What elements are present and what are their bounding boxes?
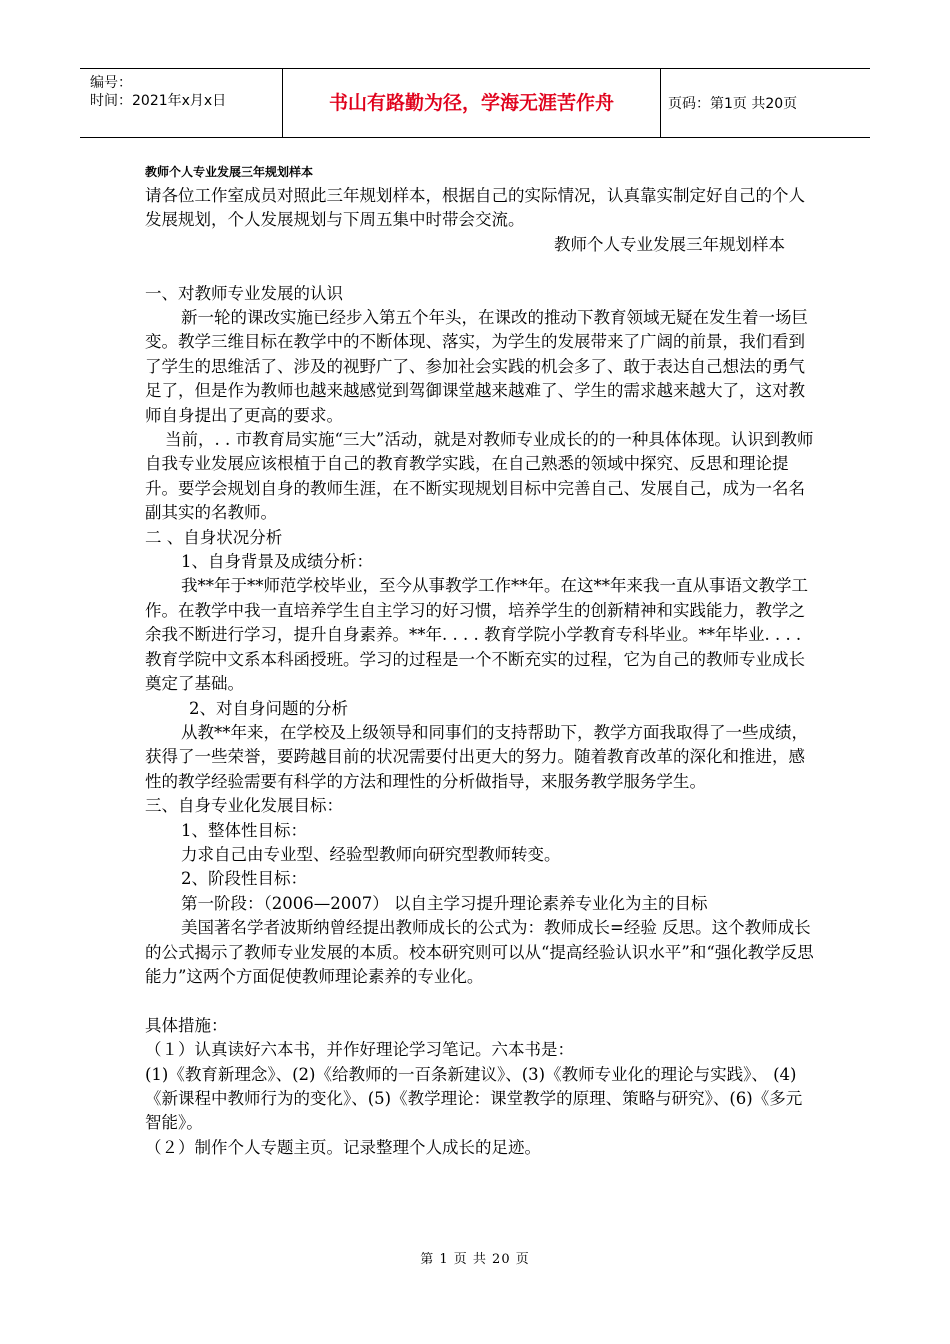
section-3-stage-1: 第一阶段：（2006—2007） 以自主学习提升理论素养专业化为主的目标 (181, 893, 708, 913)
header-motto: 书山有路勤为径，学海无涯苦作舟 (328, 92, 614, 114)
document-body (145, 160, 815, 1160)
header-page-info: 页码：第1页 共20页 (668, 96, 798, 112)
section-1-paragraph-1: 新一轮的课改实施已经步入第五个年头，在课改的推动下教育领域无疑在发生着一场巨变。教学三维目标在教学中的不断体现、落实，为学生的发展带来了广阔的前景，我们看到了学生的思维活了、涉及的视野广了、参加社会实践的机会多了、敢于表达自己想法的勇气足了，但是作为教师也越来越感觉到驾御课堂越来越难了、学生的需求越来越大了，这对教师自身提出了更高的要求。 (145, 308, 808, 425)
measure-1: （１）认真读好六本书，并作好理论学习笔记。六本书是： (145, 1040, 574, 1060)
section-3-paragraph-1: 力求自己由专业型、经验型教师向研究型教师转变。 (181, 844, 561, 864)
section-1-title: 一、对教师专业发展的认识 (145, 283, 343, 303)
measures-title: 具体措施： (145, 1015, 228, 1035)
section-3-title: 三、自身专业化发展目标： (145, 796, 343, 816)
page-footer: 第 1 页 共 20 页 (420, 1252, 530, 1267)
section-2-paragraph-1: 我**年于**师范学校毕业，至今从事教学工作**年。在这**年来我一直从事语文教学工作。在教学中我一直培养学生自主学习的好习惯，培养学生的创新精神和实践能力，教学之余我不断进行学习，提升自身素养。**年. . . . 教育学院小学教育专科毕业。**年毕业. . . . 教育学院中文系本科函授班。学习的过程是一个不断充实的过程，它为自己的教师专业成长奠定了基础。 (145, 576, 808, 694)
section-3-paragraph-2: 美国著名学者波斯纳曾经提出教师成长的公式为：教师成长=经验 反思。这个教师成长的公式揭示了教师专业发展的本质。校本研究则可以从“提高经验认识水平”和“强化教学反思能力”这两个方面促使教师理论素养的专业化。 (145, 918, 814, 986)
section-2-subtitle-2: 2、对自身问题的分析 (189, 698, 348, 718)
header-table (80, 68, 870, 138)
small-title: 教师个人专业发展三年规划样本 (145, 165, 314, 179)
measure-2: （２）制作个人专题主页。记录整理个人成长的足迹。 (145, 1137, 541, 1157)
header-divider (660, 69, 661, 137)
spacer (145, 989, 815, 1013)
intro-paragraph: 请各位工作室成员对照此三年规划样本，根据自己的实际情况，认真靠实制定好自己的个人发展规划，个人发展规划与下周五集中时带会交流。 (145, 186, 805, 230)
header-meta (80, 69, 282, 137)
section-2-title: 二 、自身状况分析 (145, 527, 283, 547)
section-3-subtitle-2: 2、阶段性目标： (181, 869, 307, 889)
section-2-paragraph-2: 从教**年来，在学校及上级领导和同事们的支持帮助下，教学方面我取得了一些成绩，获得了一些荣誉，要跨越目前的状况需要付出更大的努力。随着教育改革的深化和推进，感性的教学经验需要有科学的方法和理性的分析做指导，来服务教学服务学生。 (145, 722, 808, 791)
spacer (145, 257, 815, 281)
measure-1-books: (1)《教育新理念》、(2)《给教师的一百条新建议》、(3)《教师专业化的理论与实践》、 (4)《新课程中教师行为的变化》、(5)《教学理论：课堂教学的原理、策略与研究》、(6)《多元智能》。 (145, 1064, 803, 1133)
center-title: 教师个人专业发展三年规划样本 (554, 234, 785, 254)
date-label: 时间：2021年x月x日 (90, 93, 227, 109)
section-3-subtitle-1: 1、整体性目标： (181, 820, 307, 840)
code-label: 编号： (90, 75, 132, 91)
section-2-subtitle-1: 1、自身背景及成绩分析： (181, 552, 373, 572)
section-1-paragraph-2: 当前，. . 市教育局实施“三大”活动，就是对教师专业成长的的一种具体体现。认识到教师自我专业发展应该根植于自己的教育教学实践，在自己熟悉的领域中探究、反思和理论提升。要学会规划自身的教师生涯，在不断实现规划目标中完善自己、发展自己，成为一名名副其实的名教师。 (145, 430, 814, 523)
